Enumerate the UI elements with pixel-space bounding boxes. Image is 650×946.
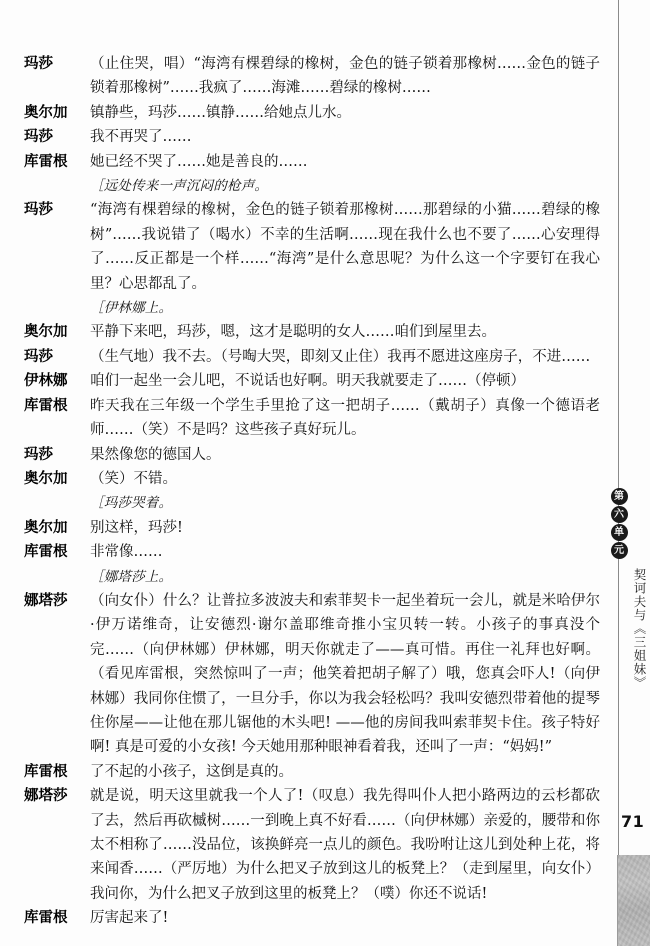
stage-direction-text: ［伊林娜上。: [90, 300, 173, 317]
speech-text: 就是说，明天这里就我一个人了!（叹息）我先得叫仆人把小路两边的云杉都砍了去，然后再砍槭树……一到晚上真不好看……（向伊林娜）亲爱的，腰带和你太不相称了……没品位，该换鲜亮一点儿的颜色。我吩咐让这儿到处种上花，将来闻香……（严厉地）为什么把叉子放到这儿的板凳上？（走到屋里，向女仆）我问你，为什么把叉子放到这里的板凳上？（噗）你还不说话!: [90, 788, 600, 902]
speech-text: 昨天我在三年级一个学生手里抢了这一把胡子……（戴胡子）真像一个德语老师……（笑）不是吗？这些孩子真好玩儿。: [90, 397, 600, 439]
speaker-name: 玛莎: [24, 347, 53, 365]
dialogue-row: [0, 198, 608, 296]
speaker-name: 玛莎: [24, 55, 53, 72]
dialogue-row: [0, 320, 608, 344]
speech-text: （止住哭，唱）“海湾有棵碧绿的橡树，金色的链子锁着那橡树……金色的链子锁着那橡树”……我疯了……海滩……碧绿的橡树……: [90, 56, 600, 97]
dialogue-row: [0, 369, 608, 393]
dialogue-row: [0, 345, 608, 369]
speaker-name: 库雷根: [24, 543, 68, 561]
speaker-name: 库雷根: [24, 762, 68, 780]
speaker-name: 库雷根: [24, 396, 68, 414]
unit-badge: 元: [611, 542, 628, 559]
speaker-name: 库雷根: [24, 909, 68, 927]
right-margin-rail: [614, 0, 650, 946]
speaker-name: 奥尔加: [24, 469, 68, 487]
dialogue-row: [0, 125, 608, 149]
speech-text: 我不再哭了……: [90, 129, 192, 146]
speech-text: （生气地）我不去。（号啕大哭，即刻又止住）我再不愿进这座房子，不进……: [90, 348, 591, 365]
dialogue-row: [0, 443, 608, 467]
unit-badge-group: [607, 488, 631, 559]
dialogue-row: [0, 150, 608, 174]
dialogue-row: [0, 906, 608, 930]
dialogue-row: [0, 760, 608, 784]
speaker-name: 伊林娜: [24, 372, 68, 390]
stage-direction-row: [0, 174, 608, 198]
dialogue-row: [0, 101, 608, 125]
speech-text: 非常像……: [90, 544, 163, 561]
margin-rule-line: [618, 0, 619, 855]
stage-direction-row: [0, 296, 608, 320]
page-number: 71: [621, 812, 645, 831]
speech-text: 果然像您的德国人。: [90, 446, 221, 463]
speaker-name: 库雷根: [24, 152, 68, 170]
speech-text: 了不起的小孩子，这倒是真的。: [90, 763, 293, 780]
dialogue-row: [0, 589, 608, 760]
speaker-name: 玛莎: [24, 128, 53, 146]
speaker-name: 奥尔加: [24, 323, 68, 341]
speaker-name: 玛莎: [24, 445, 53, 463]
stage-direction-row: [0, 491, 608, 515]
speech-text: 别这样，玛莎!: [90, 519, 183, 536]
unit-badge: 六: [611, 506, 628, 523]
speech-text: 咱们一起坐一会儿吧，不说话也好啊。明天我就要走了……（停顿）: [90, 373, 525, 390]
dialogue-row: [0, 784, 608, 906]
speech-text: “海湾有棵碧绿的橡树，金色的链子锁着那橡树……那碧绿的小猫……碧绿的橡树”……我说错了（喝水）不幸的生活啊……现在我什么也不要了……心安理得了……反正都是一个样……“海湾”是什么意思呢？为什么这一个字要钉在我心里？心思都乱了。: [90, 202, 600, 292]
speech-text: 厉害起来了!: [90, 910, 169, 927]
stage-direction-text: ［玛莎哭着。: [90, 495, 173, 512]
dialogue-row: [0, 540, 608, 564]
stage-direction-text: ［远处传来一声沉闷的枪声。: [90, 178, 269, 195]
speaker-name: 奥尔加: [24, 103, 68, 121]
script-dialogue-list: [0, 52, 608, 931]
stage-direction-text: ［娜塔莎上。: [90, 568, 173, 585]
dialogue-row: [0, 52, 608, 101]
dialogue-row: [0, 394, 608, 443]
speech-text: 镇静些，玛莎……镇静……给她点儿水。: [90, 104, 351, 121]
speaker-name: 奥尔加: [24, 518, 68, 536]
speech-text: （笑）不错。: [90, 470, 177, 487]
dialogue-row: [0, 467, 608, 491]
dialogue-row: [0, 516, 608, 540]
speaker-name: 娜塔莎: [24, 787, 68, 805]
speaker-name: 娜塔莎: [24, 591, 68, 609]
speech-text: 她已经不哭了……她是善良的……: [90, 153, 308, 170]
stage-direction-row: [0, 565, 608, 589]
speech-text: （向女仆）什么？让普拉多波波夫和索菲契卡一起坐着玩一会儿，就是米哈伊尔·伊万诺维奇，让安德烈·谢尔盖耶维奇推小宝贝转一转。小孩子的事真没个完……（向伊林娜）伊林娜，明天你就走了——真可惜。再住一礼拜也好啊。（看见库雷根，突然惊叫了一声；他笑着把胡子解了）哦，您真会吓人!（向伊林娜）我同你住惯了，一旦分手，你以为我会轻松吗？我叫安德烈带着他的提琴住你屋——让他在那儿锯他的木头吧! ——他的房间我叫索菲契卡住。孩子特好啊! 真是可爱的小女孩! 今天她用那种眼神看着我，还叫了一声：“妈妈!”: [90, 592, 600, 756]
unit-badge: 第: [611, 488, 628, 505]
unit-badge: 单: [611, 524, 628, 541]
chapter-vertical-title: 契诃夫与《三姐妹》: [632, 568, 647, 690]
corner-texture-block: [617, 855, 650, 946]
speech-text: 平静下来吧，玛莎，嗯，这才是聪明的女人……咱们到屋里去。: [90, 324, 496, 341]
speaker-name: 玛莎: [24, 201, 53, 219]
